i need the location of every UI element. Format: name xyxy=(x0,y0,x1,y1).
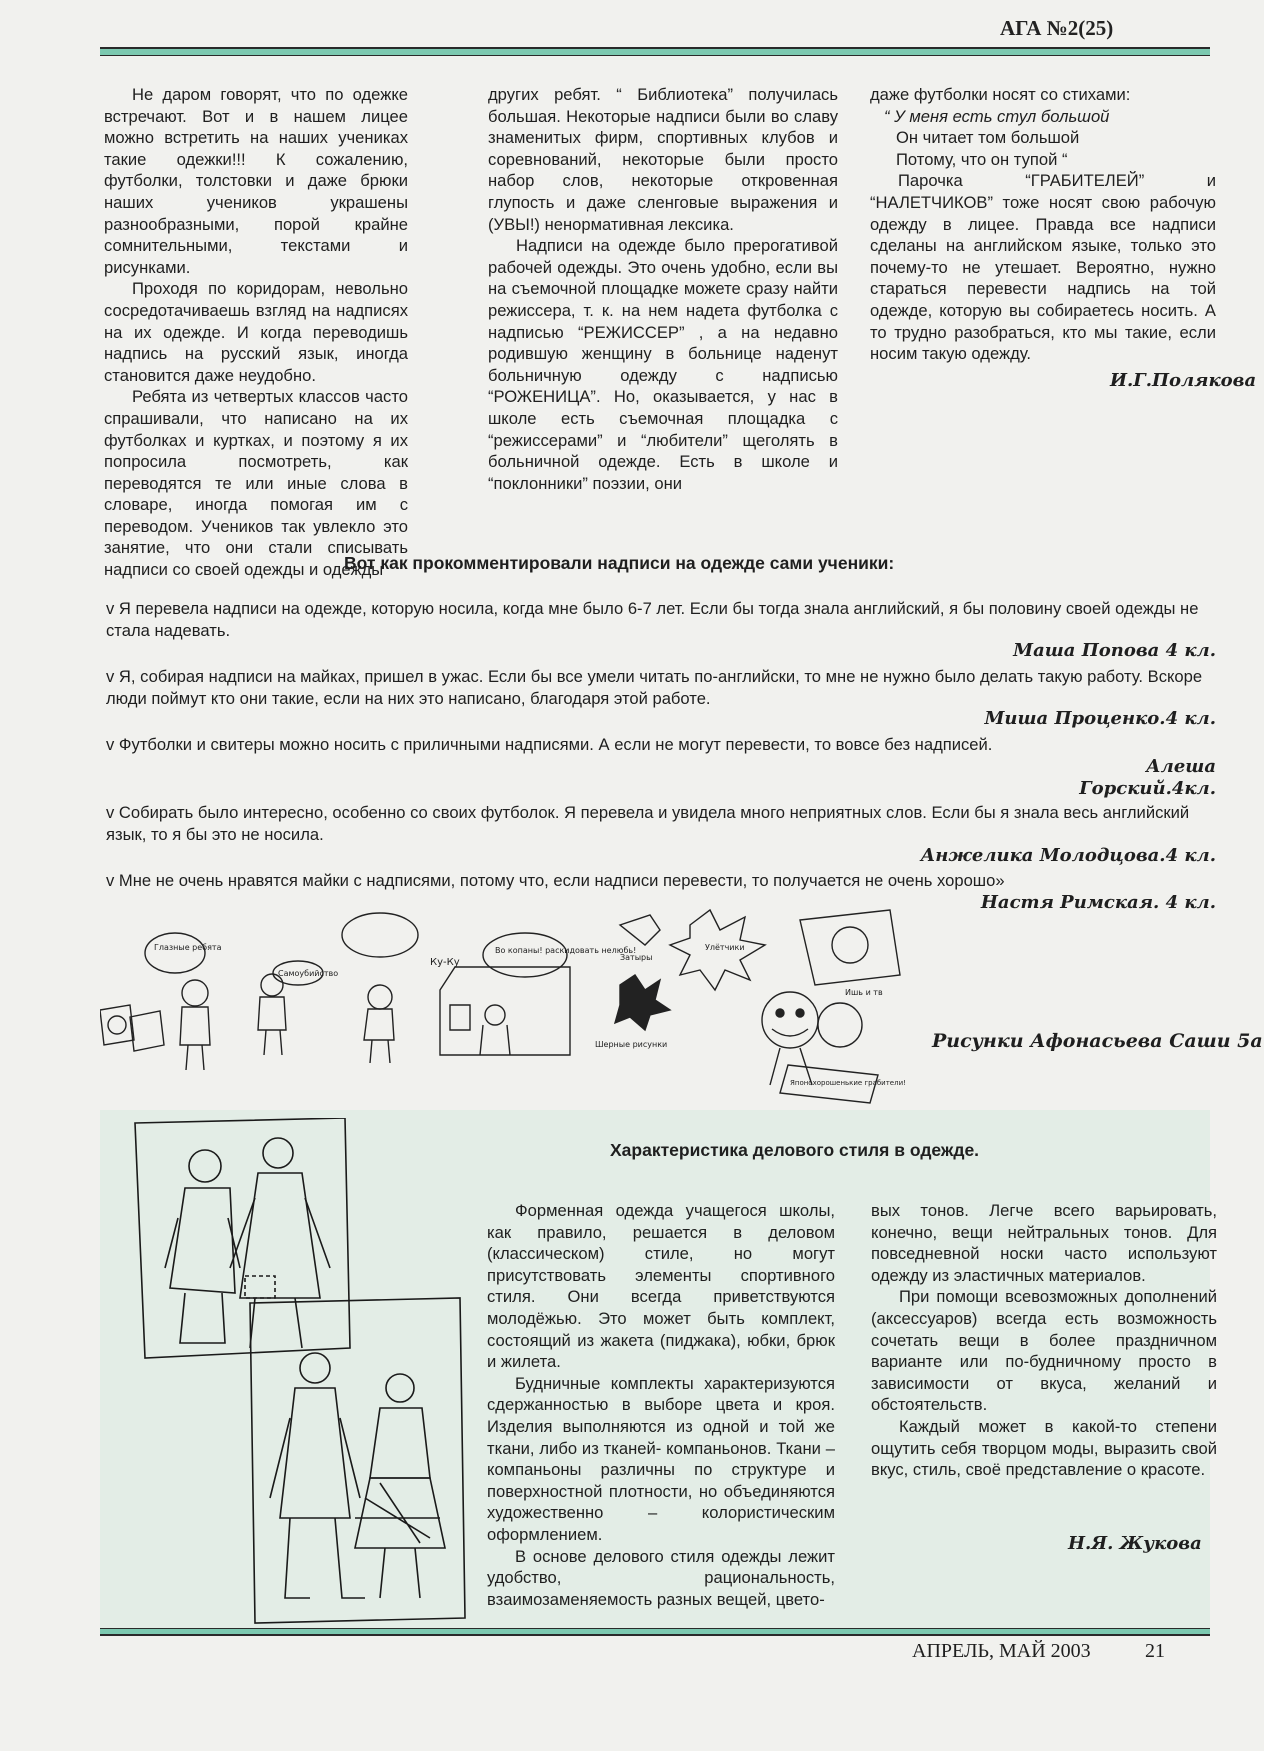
bubble-text: Глазные ребята xyxy=(154,943,222,952)
article1-col3 xyxy=(870,84,1216,365)
paragraph: Надписи на одежде было прерогативой рабочей одежды. Это очень удобно, если вы на съемочной площадке можете сразу найти режиссера, т. к. на нем надета футболка с надписью “РЕЖИССЕР” , а на недавно родившую женщину в больнице наденут больничную одежду с надписью “РОЖЕНИЦА”. Но, оказывается, у нас в школе есть съемочная площадка с “режиссерами” и “любители” щеголять в больничной одежде. Есть в школе и “поклонники” поэзии, они xyxy=(488,236,838,493)
article2-col1 xyxy=(487,1200,835,1610)
article1-col2 xyxy=(488,84,838,494)
article1-signature: И.Г.Полякова xyxy=(1110,370,1257,391)
paragraph: Будничные комплекты характеризуются сдержанностью в выборе цвета и кроя. Изделия выполняются из одной и той же ткани, либо из тканей- компаньонов. Ткани – компаньоны различны по структуре и поверхностной плотности, но объединяются художественно – колористическим оформлением. xyxy=(487,1373,835,1544)
paragraph: Проходя по коридорам, невольно сосредотачиваешь взгляд на надписях на их одежде. И когда переводишь надпись на русский язык, иногда становится даже неудобно. xyxy=(104,279,408,385)
page-number: 21 xyxy=(1145,1640,1165,1662)
bubble-text: Шерные рисунки xyxy=(595,1040,668,1049)
comment-text: v Футболки и свитеры можно носить с приличными надписями. А если не могут перевести, то вовсе без надписей. xyxy=(106,735,993,754)
paragraph: вых тонов. Легче всего варьировать, конечно, вещи нейтральных тонов. Для повседневной носки часто используют одежду из эластичных материалов. xyxy=(871,1201,1217,1285)
comment-author: Настя Римская. 4 кл. xyxy=(980,892,1216,913)
article2-heading: Характеристика делового стиля в одежде. xyxy=(610,1140,980,1160)
comment-author: Алеша xyxy=(1146,756,1216,777)
poem-line: Потому, что он тупой “ xyxy=(896,149,1068,169)
comment-text: v Я перевела надписи на одежде, которую носила, когда мне было 6-7 лет. Если бы тогда знала английский, я бы половину своей одежды не стала надевать. xyxy=(106,599,1199,640)
comment-text: v Собирать было интересно, особенно со своих футболок. Я перевела и увидела много неприятных слов. Если бы я знала весь английский язык, то я бы это не носила. xyxy=(106,803,1190,844)
comment-author: Горский.4кл. xyxy=(1079,778,1216,799)
bubble-text: Во копаны! раскидовать нелюбь! xyxy=(495,946,637,955)
bubble-text: Затыры xyxy=(620,953,653,962)
bubble-text: Ишь и тв xyxy=(845,988,883,997)
paragraph: Не даром говорят, что по одежке встречают. Вот и в нашем лицее можно встретить на наших учениках такие одежки!!! К сожалению, футболки, толстовки и даже брюки наших учеников украшены разнообразными, порой крайне сомнительными, текстами и рисунками. xyxy=(104,85,408,277)
comments-heading: Вот как прокомментировали надписи на одежде сами ученики: xyxy=(344,553,895,573)
bubble-text: Самоубийство xyxy=(278,969,339,978)
bottom-rule xyxy=(100,1628,1210,1636)
top-rule xyxy=(100,47,1210,56)
paragraph: В основе делового стиля одежды лежит удобство, рациональность, взаимозаменяемость разных вещей, цвето- xyxy=(487,1546,835,1609)
paragraph: Каждый может в какой-то степени ощутить себя творцом моды, выразить свой вкус, стиль, своё представление о красоте. xyxy=(871,1416,1217,1480)
bubble-text: Японохорошенькие грабители! xyxy=(790,1079,906,1087)
comment-author: Маша Попова 4 кл. xyxy=(1013,640,1216,661)
paragraph: других ребят. “ Библиотека” получилась большая. Некоторые надписи были во славу знаменитых фирм, спортивных клубов и соревнований, некоторые были просто набор слов, некоторые откровенная глупость и даже сленговые выражения и (УВЫ!) ненормативная лексика. xyxy=(488,85,838,234)
poem-line: “ У меня есть стул большой xyxy=(884,106,1110,126)
poem-line: Он читает том большой xyxy=(896,128,1080,148)
bubble-text: Ку-Ку xyxy=(430,957,460,968)
comment-author: Миша Проценко.4 кл. xyxy=(984,708,1216,729)
paragraph: Форменная одежда учащегося школы, как правило, решается в деловом (классическом) стиле, но могут присутствовать элементы спортивного стиля. Они всегда приветствуются молодёжью. Это может быть комплект, состоящий из жакета (пиджака), юбки, брюк и жилета. xyxy=(487,1201,835,1372)
article2-col2 xyxy=(871,1200,1217,1481)
paragraph: При помощи всевозможных дополнений (аксессуаров) всегда есть возможность сочетать вещи в более праздничном варианте или по-будничному просто в зависимости от вкуса, желаний и обстоятельств. xyxy=(871,1287,1217,1415)
drawings-caption: Рисунки Афонасьева Саши 5а xyxy=(932,1030,1263,1052)
comment-text: v Я, собирая надписи на майках, пришел в ужас. Если бы все умели читать по-английски, то мне не нужно было делать такую работу. Вскоре люди поймут кто они такие, если на них это написано, благодаря этой работе. xyxy=(106,667,1203,708)
comment-author: Анжелика Молодцова.4 кл. xyxy=(920,845,1216,866)
issue-number: АГА №2(25) xyxy=(1000,16,1114,40)
bubble-text: Улётчики xyxy=(705,943,745,952)
comment-text: v Мне не очень нравятся майки с надписями, потому что, если надписи перевести, то получается не очень хорошо» xyxy=(106,871,1005,890)
paragraph: Ребята из четвертых классов часто спрашивали, что написано на их футболках и куртках, и поэтому я их попросила посмотреть, как переводятся те или иные слова в словаре, иногда помогая им с переводом. Учеников так увлекло это занятие, что они стали списывать надписи со своей одежды и одежды xyxy=(104,387,408,580)
fashion-illustration xyxy=(130,1118,470,1628)
article2-signature: Н.Я. Жукова xyxy=(1068,1533,1202,1554)
paragraph: Парочка “ГРАБИТЕЛЕЙ” и “НАЛЕТЧИКОВ” тоже носят свою рабочую одежду в лицее. Правда все надписи сделаны на английском языке, только это почему-то не утешает. Вероятно, нужно стараться перевести надпись на той одежде, которую вы собираетесь носить. А то трудно разобраться, кто мы такие, если носим такую одежду. xyxy=(870,171,1216,364)
student-drawings xyxy=(100,905,1000,1120)
footer-date: АПРЕЛЬ, МАЙ 2003 xyxy=(912,1640,1091,1662)
article1-col1 xyxy=(104,84,408,581)
paragraph: даже футболки носят со стихами: xyxy=(870,85,1131,104)
